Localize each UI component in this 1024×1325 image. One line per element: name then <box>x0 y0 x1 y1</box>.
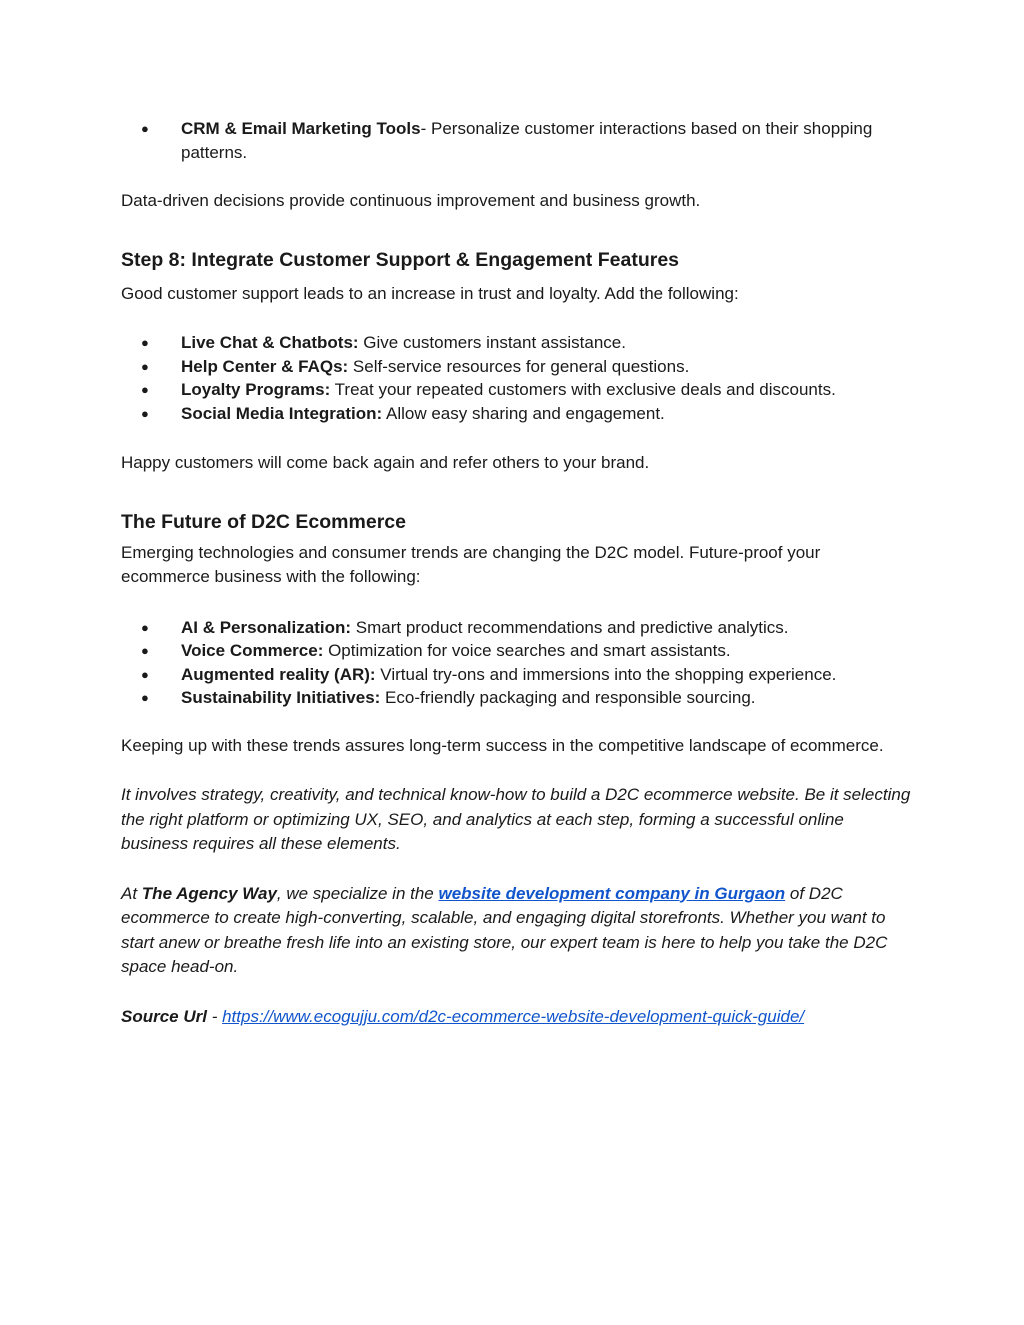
paragraph-conclusion: It involves strategy, creativity, and technical know-how to build a D2C ecommerce website. Be it selecting the right platform or optimizing UX, SEO, and analytics at each step, forming a successful online business requires all these elements. <box>121 785 911 853</box>
agency-brand: The Agency Way <box>141 883 277 903</box>
paragraph-step8-outro: Happy customers will come back again and refer others to your brand. <box>121 453 650 472</box>
top-bullet-list <box>121 117 911 164</box>
bullet-icon: ● <box>141 358 149 374</box>
list-item <box>121 355 911 379</box>
list-item <box>121 378 911 402</box>
section-heading-future: The Future of D2C Ecommerce <box>121 510 406 533</box>
step8-bullet-list <box>121 331 911 425</box>
future-bullet-list <box>121 616 911 710</box>
list-item-text: Optimization for voice searches and smart assistants. <box>323 641 731 660</box>
agency-prefix: At <box>121 883 142 903</box>
list-item <box>121 686 911 710</box>
section-heading-step8: Step 8: Integrate Customer Support & Engagement Features <box>121 248 680 271</box>
source-url-line <box>121 1005 911 1030</box>
list-item <box>121 402 911 426</box>
list-item <box>121 639 911 663</box>
list-item-title: Social Media Integration: <box>181 403 383 423</box>
paragraph-data-driven: Data-driven decisions provide continuous improvement and business growth. <box>121 191 701 210</box>
list-item-title: AI & Personalization: <box>181 617 352 637</box>
paragraph-future-outro: Keeping up with these trends assures long-term success in the competitive landscape of ecommerce. <box>121 735 884 755</box>
list-item <box>121 331 911 355</box>
bullet-icon: ● <box>141 619 149 635</box>
list-item-text: Self-service resources for general questions. <box>348 356 690 376</box>
list-item-title: Augmented reality (AR): <box>181 664 376 684</box>
list-item-text: Treat your repeated customers with exclusive deals and discounts. <box>330 380 836 399</box>
paragraph-future-intro: Emerging technologies and consumer trends are changing the D2C model. Future-proof your ecommerce business with the following: <box>121 542 821 586</box>
list-item-title: Help Center & FAQs: <box>181 356 349 376</box>
list-item-text: Smart product recommendations and predictive analytics. <box>351 617 789 637</box>
list-item <box>121 117 911 164</box>
website-development-link[interactable]: website development company in Gurgaon <box>438 883 786 903</box>
bullet-icon: ● <box>141 382 149 397</box>
bullet-icon: ● <box>141 335 149 350</box>
list-item-title: Voice Commerce: <box>181 641 324 660</box>
list-item-title: Live Chat & Chatbots: <box>181 333 359 352</box>
bullet-icon: ● <box>141 121 149 136</box>
paragraph-step8-intro: Good customer support leads to an increase in trust and loyalty. Add the following: <box>121 283 739 303</box>
document-page <box>121 117 911 1029</box>
list-item-title: Sustainability Initiatives: <box>181 688 381 707</box>
source-url-separator: - <box>206 1006 223 1026</box>
list-item <box>121 663 911 687</box>
list-item-text: Give customers instant assistance. <box>358 333 626 352</box>
list-item-text: Eco-friendly packaging and responsible sourcing. <box>380 688 756 707</box>
bullet-icon: ● <box>141 666 149 682</box>
agency-suffix: of D2C ecommerce to create high-converting, scalable, and engaging digital storefronts. Whether you want to start anew or breathe fresh life into an existing store, our expert team is here to help you take the D2C space head-on. <box>121 883 888 976</box>
list-item <box>121 616 911 640</box>
bullet-icon: ● <box>141 405 149 421</box>
paragraph-agency <box>121 882 911 980</box>
list-item-text: Allow easy sharing and engagement. <box>382 403 665 423</box>
list-item-text: - Personalize customer interactions based on their shopping patterns. <box>181 119 873 162</box>
agency-middle: , we specialize in the <box>276 883 439 903</box>
source-url-label: Source Url <box>121 1006 207 1026</box>
bullet-icon: ● <box>141 690 149 705</box>
bullet-icon: ● <box>141 643 149 658</box>
list-item-title: CRM & Email Marketing Tools <box>181 119 421 138</box>
source-url-link[interactable]: https://www.ecogujju.com/d2c-ecommerce-website-development-quick-guide/ <box>222 1006 805 1026</box>
list-item-text: Virtual try-ons and immersions into the shopping experience. <box>375 664 837 684</box>
list-item-title: Loyalty Programs: <box>181 380 331 399</box>
